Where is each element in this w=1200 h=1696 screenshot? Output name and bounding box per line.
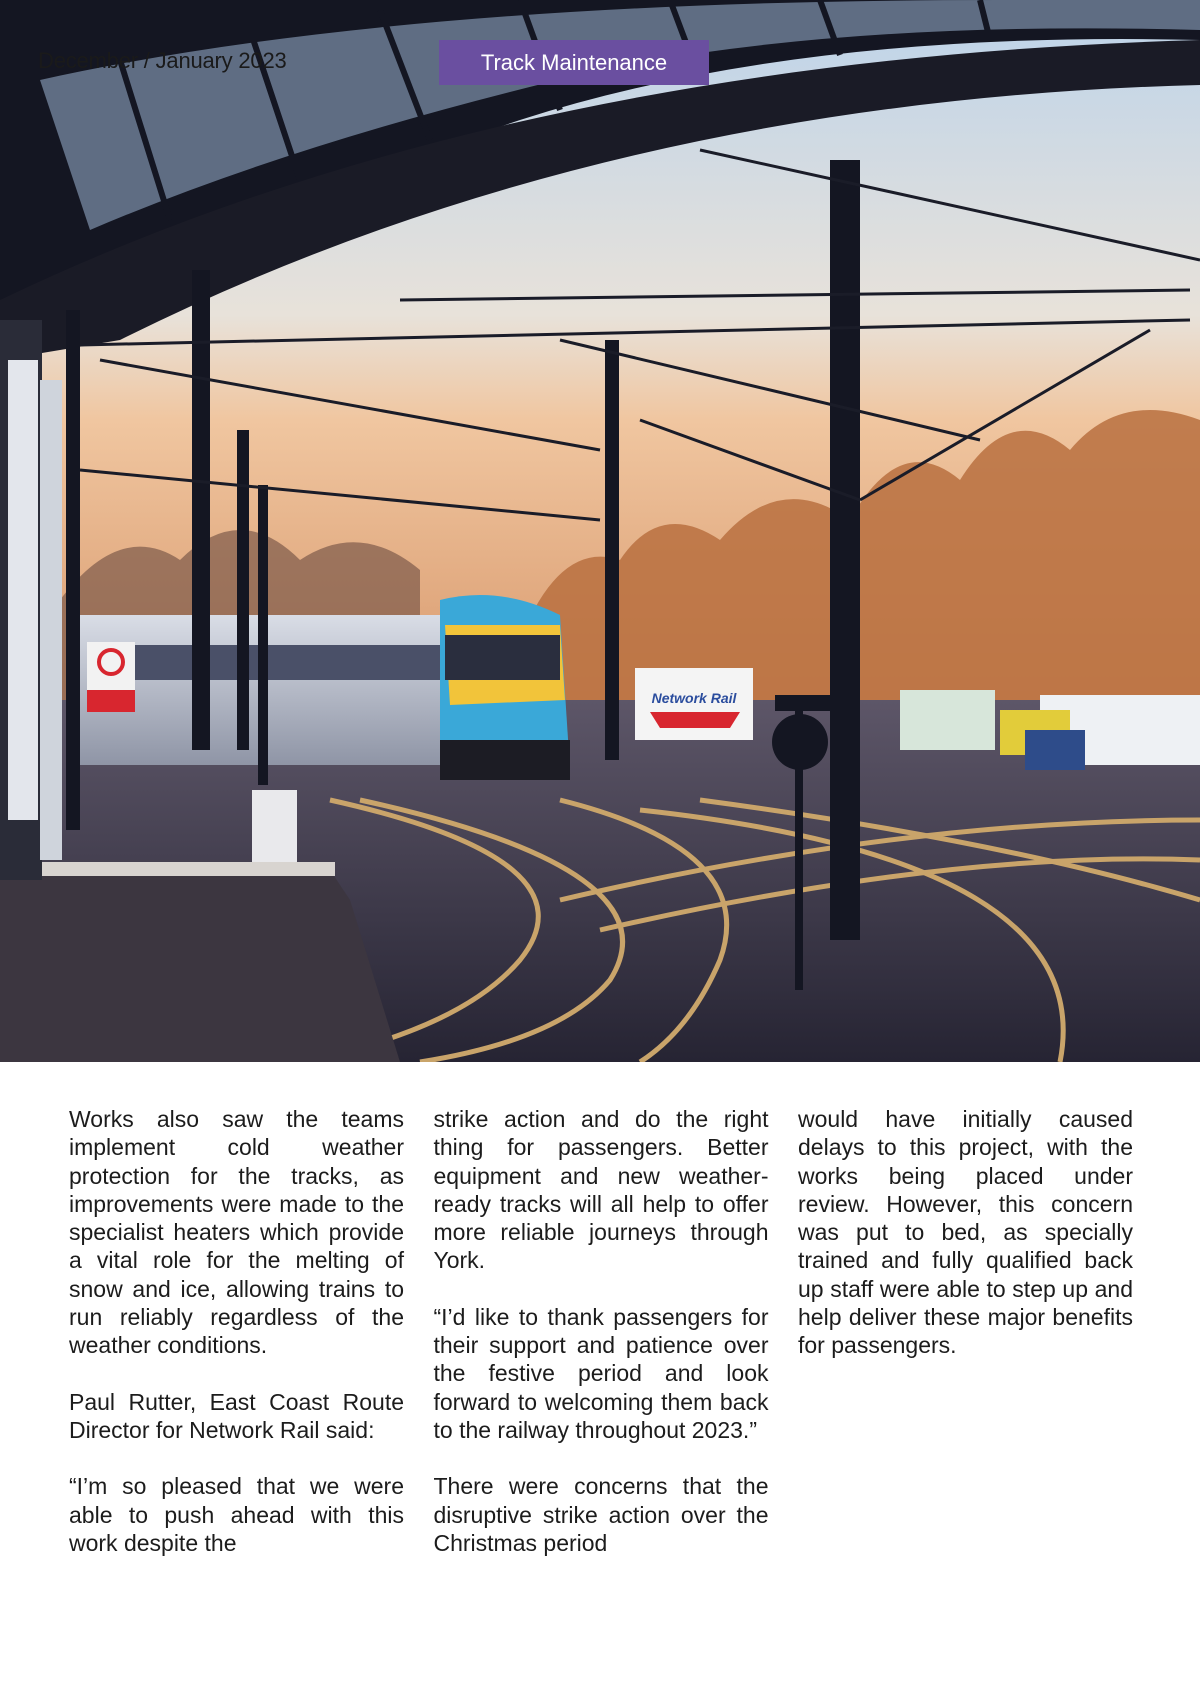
trackside-heater-box: [252, 790, 297, 862]
paragraph: Paul Rutter, East Coast Route Director for Network Rail said:: [69, 1388, 404, 1443]
article-column-3: [798, 1105, 1133, 1557]
station-columns: [0, 320, 62, 880]
article-column-2: [434, 1105, 769, 1557]
article-column-1: [69, 1105, 404, 1557]
paragraph: would have initially caused delays to this project, with the works being placed under review. However, this concern was put to bed, as specially trained and fully qualified back up staff were able to step up and help deliver these major benefits for passengers.: [798, 1106, 1133, 1359]
paragraph: Works also saw the teams implement cold weather protection for the tracks, as improvements were made to the specialist heaters which provide a vital role for the melting of snow and ice, allowing trains to run reliably regardless of the weather conditions.: [69, 1106, 404, 1359]
issue-date: December / January 2023: [38, 48, 287, 73]
platform-edge: [0, 862, 335, 876]
article-body: [69, 1105, 1133, 1557]
network-rail-sign: [635, 668, 753, 740]
warning-sign: [87, 642, 135, 712]
paragraph: “I’d like to thank passengers for their support and patience over the festive period and look forward to welcoming them back to the railway throughout 2023.”: [433, 1303, 769, 1443]
sign-text: Network Rail: [651, 690, 737, 706]
train: [70, 595, 570, 780]
section-tag: Track Maintenance: [439, 40, 709, 85]
paragraph: “I’m so pleased that we were able to push ahead with this work despite the: [69, 1473, 404, 1556]
platform: [0, 870, 400, 1062]
paragraph: There were concerns that the disruptive strike action over the Christmas period: [433, 1473, 769, 1556]
paragraph: strike action and do the right thing for passengers. Better equipment and new weather-ready tracks will all help to offer more reliable journeys through York.: [433, 1106, 769, 1274]
